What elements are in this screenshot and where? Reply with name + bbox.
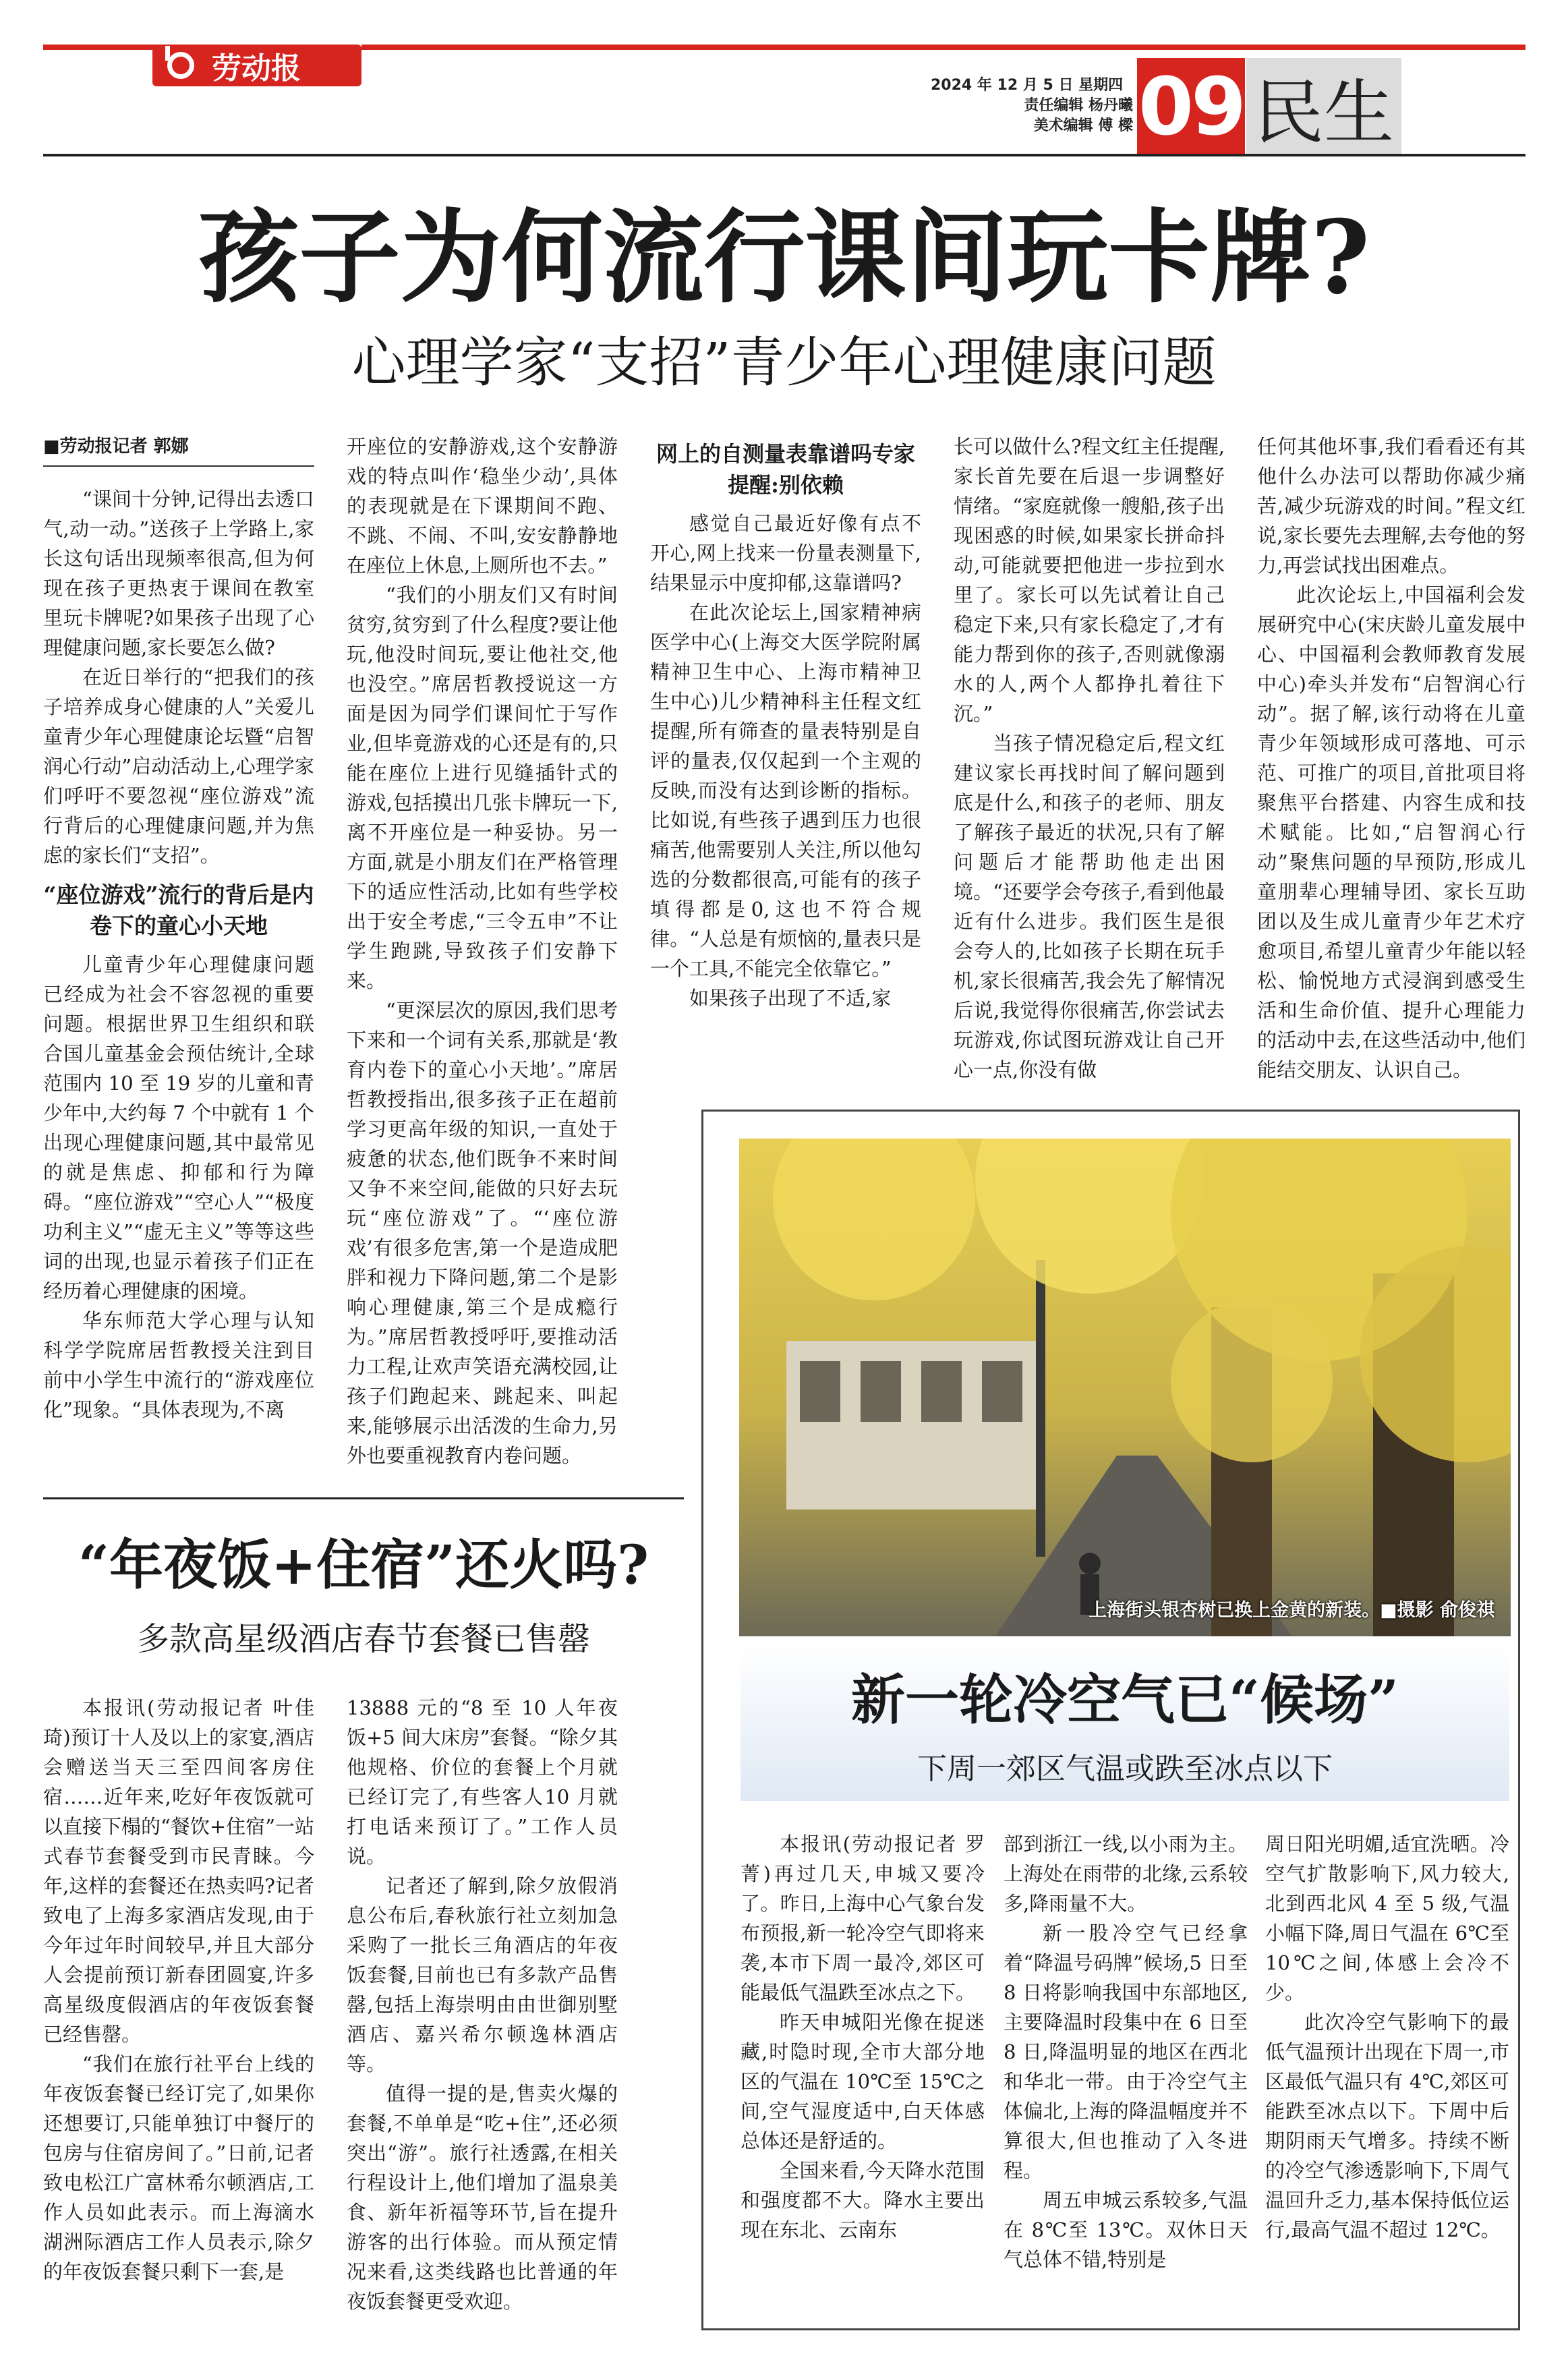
paragraph: 新一股冷空气已经拿着“降温号码牌”候场,5 日至 8 日将影响我国中东部地区,主要降温时段集中在 6 日至 8 日,降温明显的地区在西北和华北一带。由于冷空气主体偏北,上海的降温幅度并不算很大,但也推动了入冬进程。 bbox=[1004, 1922, 1248, 2182]
art-editor-line: 美术编辑 傅 樑 bbox=[1033, 117, 1133, 134]
photo-caption: 上海街头银杏树已换上金黄的新装。■摄影 俞俊祺 bbox=[1088, 1600, 1494, 1621]
paragraph: 周日阳光明媚,适宜洗晒。冷空气扩散影响下,风力较大,北到西北风 4 至 5 级,气温小幅下降,周日气温在 6℃至 10℃之间,体感上会冷不少。 bbox=[1265, 1833, 1509, 2004]
paragraph: 昨天申城阳光像在捉迷藏,时隐时现,全市大部分地区的气温在 10℃至 15℃之间,空气湿度适中,白天体感总体还是舒适的。 bbox=[741, 2011, 985, 2152]
paragraph: 记者还了解到,除夕放假消息公布后,春秋旅行社立刻加急采购了一批长三角酒店的年夜饭套餐,目前也已有多款产品售罄,包括上海崇明由由世御别墅酒店、嘉兴希尔顿逸林酒店等。 bbox=[347, 1874, 618, 2075]
paragraph: 长可以做什么?程文红主任提醒,家长首先要在后退一步调整好情绪。“家庭就像一艘船,孩子出现困惑的时候,如果家长拼命抖动,可能就要把他进一步拉到水里了。家长可以先试着让自己稳定下来,只有家长稳定了,才有能力帮到你的孩子,否则就像溺水的人,两个人都挣扎着往下沉。” bbox=[954, 435, 1225, 725]
story2-top-rule bbox=[43, 1497, 684, 1499]
ginkgo-street-image bbox=[739, 1139, 1511, 1636]
story2-column-1 bbox=[43, 1693, 314, 2287]
ginkgo-photo bbox=[739, 1139, 1511, 1636]
story1-byline: ■劳动报记者 郭娜 bbox=[43, 432, 314, 467]
paragraph: 部到浙江一线,以小雨为主。上海处在雨带的北缘,云系较多,降雨量不大。 bbox=[1004, 1833, 1248, 1915]
paragraph: 周五申城云系较多,气温在 8℃至 13℃。双休日天气总体不错,特别是 bbox=[1004, 2189, 1248, 2271]
paragraph: 开座位的安静游戏,这个安静游戏的特点叫作‘稳坐少动’,具体的表现就是在下课期间不跑、不跳、不闹、不叫,安安静静地在座位上休息,上厕所也不去。” bbox=[347, 435, 618, 577]
paragraph: “更深层次的原因,我们思考下来和一个词有关系,那就是‘教育内卷下的童心小天地’。”席居哲教授指出,很多孩子正在超前学习更高年级的知识,一直处于疲惫的状态,他们既争不来时间又争不来空间,能做的只好去玩玩“座位游戏”了。“‘座位游戏’有很多危害,第一个是造成肥胖和视力下降问题,第二个是影响心理健康,第三个是成瘾行为。”席居哲教授呼吁,要推动活力工程,让欢声笑语充满校园,让孩子们跑起来、跳起来、叫起来,能够展示出活泼的生命力,另外也要重视教育内卷问题。 bbox=[347, 999, 618, 1467]
paper-logo bbox=[152, 45, 361, 86]
paragraph: 感觉自己最近好像有点不开心,网上找来一份量表测量下,结果显示中度抑郁,这靠谱吗? bbox=[650, 512, 921, 594]
story1-subheadline: 心理学家“支招”青少年心理健康问题 bbox=[351, 331, 1217, 394]
paragraph: 如果孩子出现了不适,家 bbox=[689, 987, 892, 1010]
issue-meta bbox=[931, 76, 1133, 136]
paragraph: 当孩子情况稳定后,程文红建议家长再找时间了解问题到底是什么,和孩子的老师、朋友了解孩子最近的状况,只有了解问题后才能帮助他走出困境。“还要学会夸孩子,看到他最近有什么进步。我们医生是很会夸人的,比如孩子长期在玩手机,家长很痛苦,我会先了解情况后说,我觉得你很痛苦,你尝试去玩游戏,你试图玩游戏让自己开心一点,你没有做 bbox=[954, 732, 1225, 1081]
paragraph: “课间十分钟,记得出去透口气,动一动。”送孩子上学路上,家长这句话出现频率很高,但为何现在孩子更热衷于课间在教室里玩卡牌呢?如果孩子出现了心理健康问题,家长要怎么做? bbox=[43, 488, 314, 659]
paragraph: “我们的小朋友们又有时间贫穷,贫穷到了什么程度?要让他玩,他没时间玩,要让他社交,他也没空。”席居哲教授说这一方面是因为同学们课间忙于写作业,但毕竟游戏的心还是有的,只能在座位上进行见缝插针式的游戏,包括摸出几张卡牌玩一下,离不开座位是一种妥协。另一方面,就是小朋友们在严格管理下的适应性活动,比如有些学校出于安全考虑,“三令五申”不让学生跑跳,导致孩子们安静下来。 bbox=[347, 583, 618, 992]
story1-column-2 bbox=[347, 432, 618, 1470]
top-rule-left bbox=[43, 45, 158, 50]
paragraph: “我们在旅行社平台上线的年夜饭套餐已经订完了,如果你还想要订,只能单独订中餐厅的包房与住宿房间了。”日前,记者致电松江广富林希尔顿酒店,工作人员如此表示。而上海滴水湖洲际酒店工作人员表示,除夕的年夜饭套餐只剩下一套,是 bbox=[43, 2052, 314, 2283]
paragraph: 本报讯(劳动报记者 罗菁)再过几天,申城又要冷了。昨日,上海中心气象台发布预报,新一轮冷空气即将来袭,本市下周一最冷,郊区可能最低气温跌至冰点之下。 bbox=[741, 1833, 985, 2004]
paragraph: 此次冷空气影响下的最低气温预计出现在下周一,市区最低气温只有 4℃,郊区可能跌至冰点以下。下周中后期阴雨天气增多。持续不断的冷空气渗透影响下,下周气温回升乏力,基本保持低位运行,最高气温不超过 12℃。 bbox=[1265, 2011, 1509, 2241]
story1-subhead-1: “座位游戏”流行的背后是内卷下的童心小天地 bbox=[43, 882, 314, 939]
story1-column-4 bbox=[954, 432, 1225, 1085]
story1-subhead-2: 网上的自测量表靠谱吗专家提醒:别依赖 bbox=[656, 441, 915, 498]
paragraph: 全国来看,今天降水范围和强度都不大。降水主要出现在东北、云南东 bbox=[741, 2159, 985, 2241]
paragraph: 华东师范大学心理与认知科学学院席居哲教授关注到目前中小学生中流行的“游戏座位化”现象。“具体表现为,不离 bbox=[43, 1309, 314, 1421]
masthead-bottom-rule bbox=[43, 154, 1526, 156]
paragraph: 13888 元的“8 至 10 人年夜饭+5 间大床房”套餐。“除夕其他规格、价位的套餐上个月就已经订完了,有些客人10 月就打电话来预订了。”工作人员说。 bbox=[347, 1696, 618, 1868]
story1-headline: 孩子为何流行课间玩卡牌? bbox=[198, 198, 1370, 317]
story1-column-3 bbox=[650, 438, 921, 1013]
paragraph: 任何其他坏事,我们看看还有其他什么办法可以帮助你减少痛苦,减少玩游戏的时间。”程文红说,家长要先去理解,去夸他的努力,再尝试找出困难点。 bbox=[1257, 435, 1526, 577]
paragraph: 此次论坛上,中国福利会发展研究中心(宋庆龄儿童发展中心、中国福利会教师教育发展中心)牵头并发布“启智润心行动”。据了解,该行动将在儿童青少年领域形成可落地、可示范、可推广的项目,首批项目将聚焦平台搭建、内容生成和技术赋能。比如,“启智润心行动”聚焦问题的早预防,形成儿童朋辈心理辅导团、家长互助团以及生成儿童青少年艺术疗愈项目,希望儿童青少年能以轻松、愉悦地方式浸润到感受生活和生命价值、提升心理能力的活动中去,在这些活动中,他们能结交朋友、认识自己。 bbox=[1257, 583, 1526, 1081]
story3-headline: 新一轮冷空气已“候场” bbox=[850, 1668, 1399, 1731]
story3-column-3 bbox=[1265, 1829, 1509, 2245]
paragraph: 在此次论坛上,国家精神病医学中心(上海交大医学院附属精神卫生中心、上海市精神卫生中心)儿少精神科主任程文红提醒,所有筛查的量表特别是自评的量表,仅仅起到一个主观的反映,而没有达到诊断的指标。比如说,有些孩子遇到压力也很痛苦,他需要别人关注,所以他勾选的分数都很高,可能有的孩子填得都是0,这也不符合规律。“人总是有烦恼的,量表只是一个工具,不能完全依靠它。” bbox=[650, 601, 921, 980]
paragraph: 儿童青少年心理健康问题已经成为社会不容忽视的重要问题。根据世界卫生组织和联合国儿童基金会预估统计,全球范围内 10 至 19 岁的儿童和青少年中,大约每 7 个中就有 1 个出现心理健康问题,其中最常见的就是焦虑、抑郁和行为障碍。“座位游戏”“空心人”“极度功利主义”“虚无主义”等等这些词的出现,也显示着孩子们正在经历着心理健康的困境。 bbox=[43, 953, 314, 1302]
date-line: 2024 年 12 月 5 日 星期四 bbox=[931, 77, 1124, 94]
story3-column-1 bbox=[741, 1829, 985, 2245]
editor-line: 责任编辑 杨丹曦 bbox=[1024, 97, 1133, 114]
paragraph: 值得一提的是,售卖火爆的套餐,不单单是“吃+住”,还必须突出“游”。旅行社透露,在相关行程设计上,他们增加了温泉美食、新年祈福等环节,旨在提升游客的出行体验。而从预定情况来看,这类线路也比普通的年夜饭套餐更受欢迎。 bbox=[347, 2082, 618, 2313]
paper-name: 劳动报 bbox=[212, 51, 301, 86]
story2-subheadline: 多款高星级酒店春节套餐已售罄 bbox=[136, 1620, 590, 1658]
section-name: 民生 bbox=[1246, 58, 1401, 155]
page-number: 09 bbox=[1137, 58, 1245, 155]
story3-subheadline: 下周一郊区气温或跌至冰点以下 bbox=[917, 1752, 1333, 1786]
top-rule-right bbox=[361, 45, 1526, 50]
paragraph: 本报讯(劳动报记者 叶佳琦)预订十人及以上的家宴,酒店会赠送当天三至四间客房住宿……近年来,吃好年夜饭就可以直接下榻的“餐饮+住宿”一站式春节套餐受到市民青睐。今年,这样的套餐还在热卖吗?记者致电了上海多家酒店发现,由于今年过年时间较早,并且大部分人会提前预订新春团圆宴,许多高星级度假酒店的年夜饭套餐已经售罄。 bbox=[43, 1696, 314, 2046]
story2-headline: “年夜饭+住宿”还火吗? bbox=[78, 1533, 649, 1597]
story3-column-2 bbox=[1004, 1829, 1248, 2274]
story2-column-2 bbox=[347, 1693, 618, 2316]
logo-icon bbox=[167, 52, 194, 79]
story1-column-5 bbox=[1257, 432, 1526, 1085]
story1-column-1 bbox=[43, 432, 314, 1425]
paragraph: 在近日举行的“把我们的孩子培养成身心健康的人”关爱儿童青少年心理健康论坛暨“启智润心行动”启动活动上,心理学家们呼吁不要忽视“座位游戏”流行背后的心理健康问题,并为焦虑的家长们“支招”。 bbox=[43, 666, 314, 867]
